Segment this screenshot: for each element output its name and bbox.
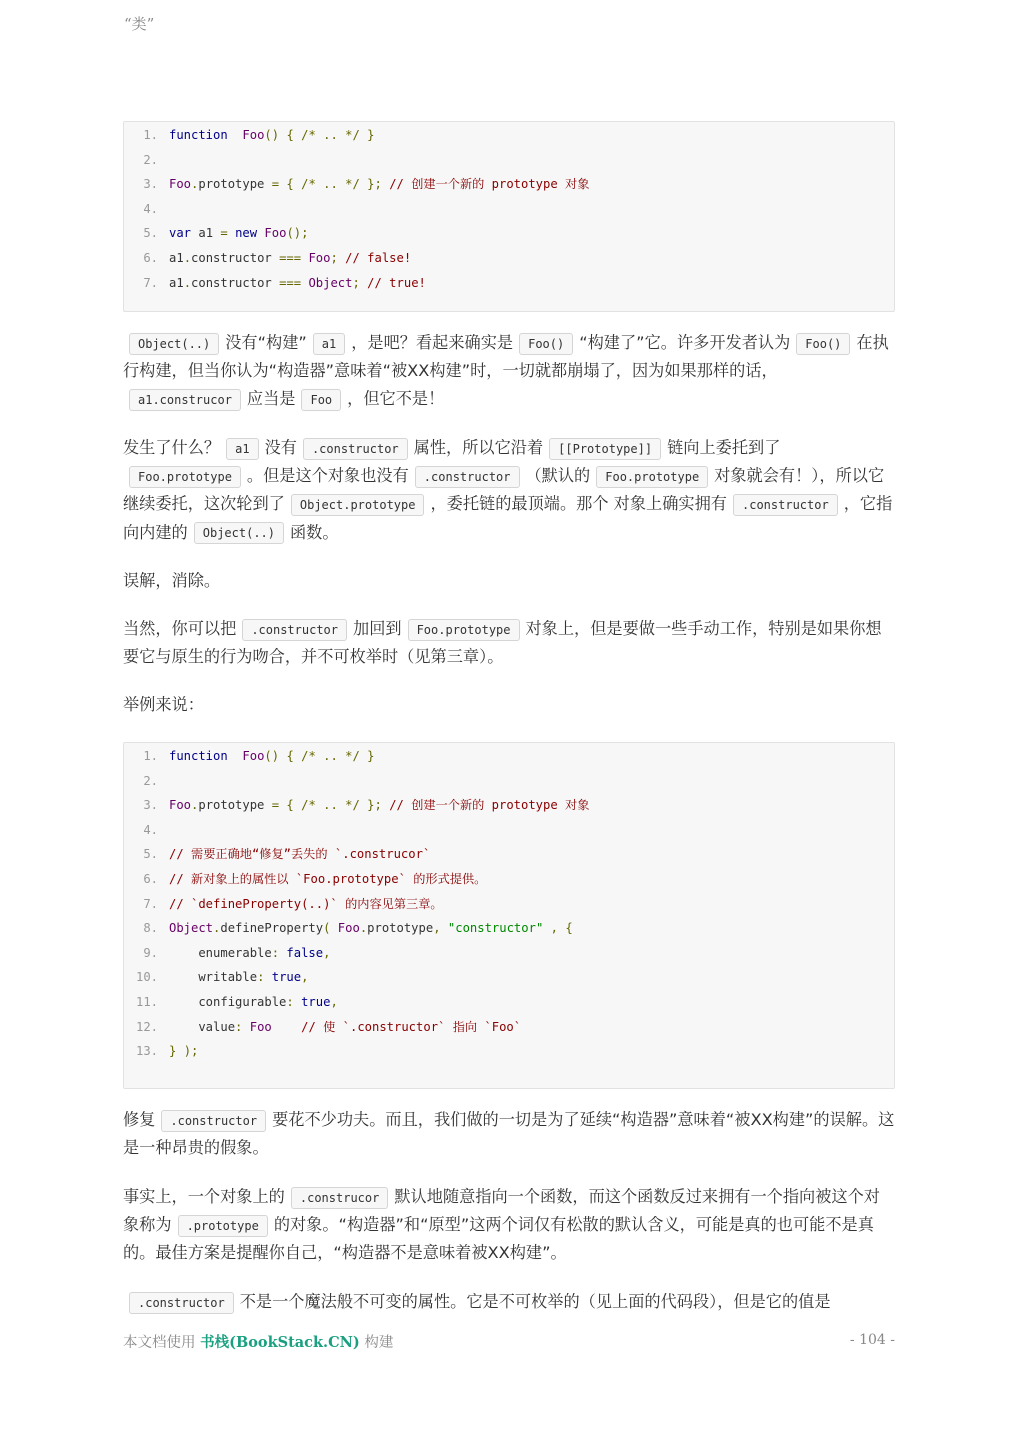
inline-code: .constructor (129, 1292, 234, 1314)
code-token: , (323, 945, 331, 960)
inline-code: .constructor (415, 466, 520, 488)
line-number: 2. (143, 152, 158, 167)
code-text (169, 867, 486, 891)
code-text (169, 990, 338, 1014)
line-number: 2. (143, 773, 158, 788)
paragraph-text: 没有 (264, 438, 297, 457)
line-number: 11. (135, 995, 158, 1009)
code-token: === (279, 251, 302, 265)
code-line (124, 197, 894, 221)
paragraph-text: 。但是这个对象也没有 (246, 466, 409, 486)
code-token: = (220, 226, 228, 241)
line-number: 9. (143, 945, 158, 960)
inline-code: Object(..) (194, 522, 284, 544)
line-number: 12. (135, 1019, 158, 1034)
code-token: ( (323, 921, 331, 936)
code-text (169, 246, 411, 270)
inline-code: .construcor (291, 1187, 388, 1209)
code-token: = (271, 798, 280, 813)
paragraph-text: 默认地随意指向一个函数，而这个函数反过来拥有一个指向被这个对象称为 (123, 1187, 880, 1235)
code-line (124, 965, 894, 989)
inline-code: .constructor (161, 1110, 266, 1132)
inline-code: .constructor (303, 438, 408, 460)
code-token: Foo (308, 251, 331, 265)
code-token: // false! (345, 251, 412, 265)
code-token: { (565, 921, 573, 936)
inline-code: Foo (301, 389, 341, 411)
paragraph-text: 发生了什么？ (123, 438, 221, 457)
code-token: , (301, 970, 309, 985)
code-token: { (286, 177, 294, 192)
code-text (169, 941, 330, 965)
line-number: 7. (143, 896, 158, 911)
code-token: () (264, 749, 280, 763)
inline-code: .constructor (242, 619, 347, 641)
inline-code: Object.prototype (291, 494, 425, 516)
code-token (543, 921, 550, 935)
footer-suffix: 构建 (364, 1335, 394, 1351)
code-token: true (301, 995, 331, 1009)
code-token: a1 (191, 226, 221, 241)
code-line (124, 990, 894, 1014)
code-token: . (359, 921, 368, 936)
code-line (124, 271, 894, 295)
code-text (169, 172, 589, 196)
line-number: 5. (143, 226, 158, 241)
code-token: function (169, 128, 228, 142)
paragraph-text: “构建了”它。许多开发者认为 (579, 333, 791, 352)
paragraph-text: 链向上委托到了 (667, 438, 781, 457)
code-token: Foo (264, 226, 287, 241)
line-number: 6. (143, 872, 158, 886)
code-token: : (286, 995, 294, 1009)
code-token (228, 226, 235, 240)
paragraph-text: （默认的 (525, 466, 591, 486)
paragraph-3 (123, 567, 895, 595)
inline-code: a1.construcor (129, 389, 241, 411)
code-token: prototype (198, 798, 272, 813)
code-token (272, 1020, 301, 1034)
footer-prefix: 本文档使用 (123, 1335, 196, 1351)
paragraph-text: 当然，你可以把 (123, 619, 237, 638)
code-text (169, 842, 430, 866)
code-token: () (264, 128, 280, 142)
paragraph-2 (123, 434, 895, 547)
code-token: . (183, 275, 192, 290)
code-line (124, 221, 894, 245)
code-token (228, 749, 243, 763)
code-token: Foo (169, 798, 192, 813)
code-line (124, 892, 894, 916)
line-number: 7. (143, 275, 158, 290)
paragraph-4 (123, 615, 895, 671)
code-line (124, 1015, 894, 1039)
line-number: 6. (143, 251, 158, 265)
inline-code: .prototype (178, 1215, 268, 1237)
line-number: 5. (143, 847, 158, 862)
code-block-1 (123, 121, 895, 312)
inline-code: a1 (313, 333, 345, 355)
line-number: 4. (143, 822, 158, 837)
code-text (169, 221, 308, 245)
paragraph-text: 对象上，但是要做一些手动工作，特别是如果你想要它与原生的行为吻合，并不可枚举时（见第三章）。 (123, 619, 882, 667)
line-number: 1. (143, 749, 158, 763)
code-token: { (286, 128, 294, 142)
paragraph-text: ，委托链的最顶端。那个 对象上确实拥有 (430, 494, 727, 514)
paragraph-1 (123, 329, 895, 414)
code-text (169, 1039, 198, 1063)
footer-brand-link[interactable]: 书栈(BookStack.CN) (200, 1334, 360, 1351)
line-number: 1. (143, 128, 158, 142)
paragraph-text: ，是吧？看起来确实是 (351, 333, 514, 352)
code-token: var (169, 226, 192, 241)
line-number: 3. (143, 798, 158, 813)
paragraph-text: 不是一个魔法般不可变的属性。它是不可枚举的（见上面的代码段），但是它的值是 (239, 1292, 831, 1311)
code-line (124, 744, 894, 768)
code-token: // 新对象上的属性以 `Foo.prototype` 的形式提供。 (169, 872, 487, 886)
code-line (124, 172, 894, 196)
inline-code: Foo.prototype (408, 619, 520, 641)
code-token: : (257, 970, 265, 985)
code-token: true (271, 970, 302, 985)
code-token: Object (169, 921, 214, 936)
code-token (294, 798, 301, 812)
code-token: , (330, 995, 338, 1009)
code-text (169, 793, 589, 817)
code-text (169, 916, 573, 940)
code-token: configurable (169, 995, 287, 1009)
code-token: constructor (191, 275, 280, 290)
code-token: new (235, 226, 258, 241)
code-token: // 创建一个新的 prototype 对象 (389, 177, 590, 192)
code-line (124, 941, 894, 965)
paragraph-text: 的对象。“构造器”和“原型”这两个词仅有松散的默认含义，可能是真的也可能不是真的。最佳方案是提醒你自己，“构造器不是意味着被XX构建”。 (123, 1215, 874, 1263)
code-token (242, 1020, 249, 1034)
code-token (441, 921, 448, 935)
footer (123, 1331, 393, 1352)
code-token: a1 (169, 275, 184, 290)
paragraph-text: 属性，所以它沿着 (413, 438, 544, 457)
code-line (124, 793, 894, 817)
inline-code: Foo.prototype (129, 466, 241, 488)
code-token: . (183, 251, 192, 265)
code-token: Foo (337, 921, 360, 936)
code-token: { (286, 798, 294, 813)
code-line (124, 842, 894, 866)
paragraph-6 (123, 1106, 895, 1162)
code-line (124, 818, 894, 842)
code-token: : (271, 945, 280, 960)
code-text (169, 965, 308, 989)
code-line (124, 867, 894, 891)
code-token: enumerable (169, 945, 272, 960)
paragraph-8 (123, 1288, 895, 1316)
code-text (169, 271, 426, 295)
code-token: (); (286, 226, 309, 241)
code-token: function (169, 749, 228, 763)
code-line (124, 1039, 894, 1063)
paragraph-text: 没有“构建” (225, 333, 307, 352)
code-token: prototype (198, 177, 272, 192)
code-token: a1 (169, 251, 184, 265)
code-token (176, 1044, 183, 1058)
code-token: // `defineProperty(..)` 的内容见第三章。 (169, 896, 443, 911)
code-token: Foo (242, 128, 265, 142)
paragraph-text: ，但它不是！ (347, 389, 445, 409)
code-token: // 使 `.constructor` 指向 `Foo` (301, 1019, 522, 1034)
code-text (169, 1015, 521, 1039)
inline-code: .constructor (733, 494, 838, 516)
code-token: ; (330, 251, 338, 265)
code-line (124, 769, 894, 793)
code-token: Foo (242, 749, 265, 763)
code-token (294, 995, 301, 1009)
code-line (124, 148, 894, 172)
inline-code: Foo() (519, 333, 573, 355)
code-token: : (235, 1019, 243, 1034)
paragraph-7 (123, 1183, 895, 1268)
line-number: 4. (143, 201, 158, 216)
paragraph-text: 误解，消除。 (123, 571, 221, 590)
inline-code: a1 (226, 438, 258, 460)
code-token: writable (169, 970, 258, 985)
code-token: /* .. */ (301, 798, 360, 813)
code-token: /* .. */ (301, 749, 360, 763)
paragraph-text: 应当是 (246, 389, 296, 409)
code-token (294, 177, 301, 191)
line-number: 3. (143, 177, 158, 192)
paragraph-text: 事实上，一个对象上的 (123, 1187, 285, 1206)
page-header: “类” (124, 15, 155, 33)
code-line (124, 916, 894, 940)
code-token: Object (308, 275, 353, 290)
page-number: - 104 - (849, 1332, 895, 1348)
code-token (330, 921, 337, 935)
code-token (264, 970, 271, 984)
paragraph-text: 函数。 (290, 522, 339, 542)
code-token: } (367, 128, 375, 142)
paragraph-text: 要花不少功夫。而且，我们做的一切是为了延续“构造器”意味着“被XX构建”的误解。这是一种昂贵的假象。 (123, 1110, 895, 1158)
code-token: false (286, 945, 324, 960)
paragraph-text: 在执行构建，但当你认为“构造器”意味着“被XX构建”时，一切就都崩塌了，因为如果那样的话， (123, 333, 889, 381)
code-token: } (367, 749, 375, 763)
code-token: . (191, 177, 199, 192)
inline-code: Object(..) (129, 333, 219, 355)
code-token: , (433, 921, 441, 936)
code-token: // 创建一个新的 prototype 对象 (389, 798, 590, 813)
line-number: 8. (143, 921, 158, 936)
code-token: value (169, 1019, 236, 1034)
code-line (124, 123, 894, 147)
code-token: . (213, 921, 221, 936)
code-token: }; (367, 798, 382, 813)
code-text (169, 123, 375, 147)
code-token: === (279, 275, 302, 290)
inline-code: [[Prototype]] (549, 438, 661, 460)
paragraph-5 (123, 691, 895, 719)
code-token: /* .. */ (301, 177, 360, 192)
code-token (228, 128, 243, 142)
code-token: Foo (169, 177, 192, 192)
code-token: ; (352, 275, 360, 290)
paragraph-text: 加回到 (353, 619, 402, 638)
code-token: . (191, 798, 199, 813)
code-text (169, 744, 375, 768)
paragraph-text: 对象就会有！），所以它继续委托，这次轮到了 (123, 466, 885, 514)
code-line (124, 246, 894, 270)
code-token: "constructor" (447, 921, 544, 936)
code-token: ); (183, 1044, 199, 1059)
code-token: prototype (367, 921, 434, 936)
code-token: defineProperty (220, 921, 324, 936)
code-text (169, 892, 443, 916)
code-token: = (271, 177, 280, 192)
code-token: , (550, 921, 558, 936)
code-block-2 (123, 742, 895, 1089)
code-token: // true! (367, 275, 426, 290)
code-token: { (286, 749, 294, 763)
line-number: 10. (135, 970, 158, 985)
code-token: /* .. */ (301, 128, 360, 142)
line-number: 13. (135, 1044, 158, 1059)
paragraph-text: ，它指向内建的 (123, 494, 893, 542)
paragraph-text: 举例来说： (123, 695, 204, 714)
code-token: } (169, 1044, 177, 1059)
code-token: Foo (249, 1019, 272, 1034)
inline-code: Foo.prototype (596, 466, 708, 488)
paragraph-text: 修复 (123, 1110, 156, 1129)
code-token: // 需要正确地“修复”丢失的 `.construcor` (169, 847, 431, 862)
code-token: }; (367, 177, 382, 192)
inline-code: Foo() (796, 333, 850, 355)
code-token: constructor (191, 251, 280, 265)
